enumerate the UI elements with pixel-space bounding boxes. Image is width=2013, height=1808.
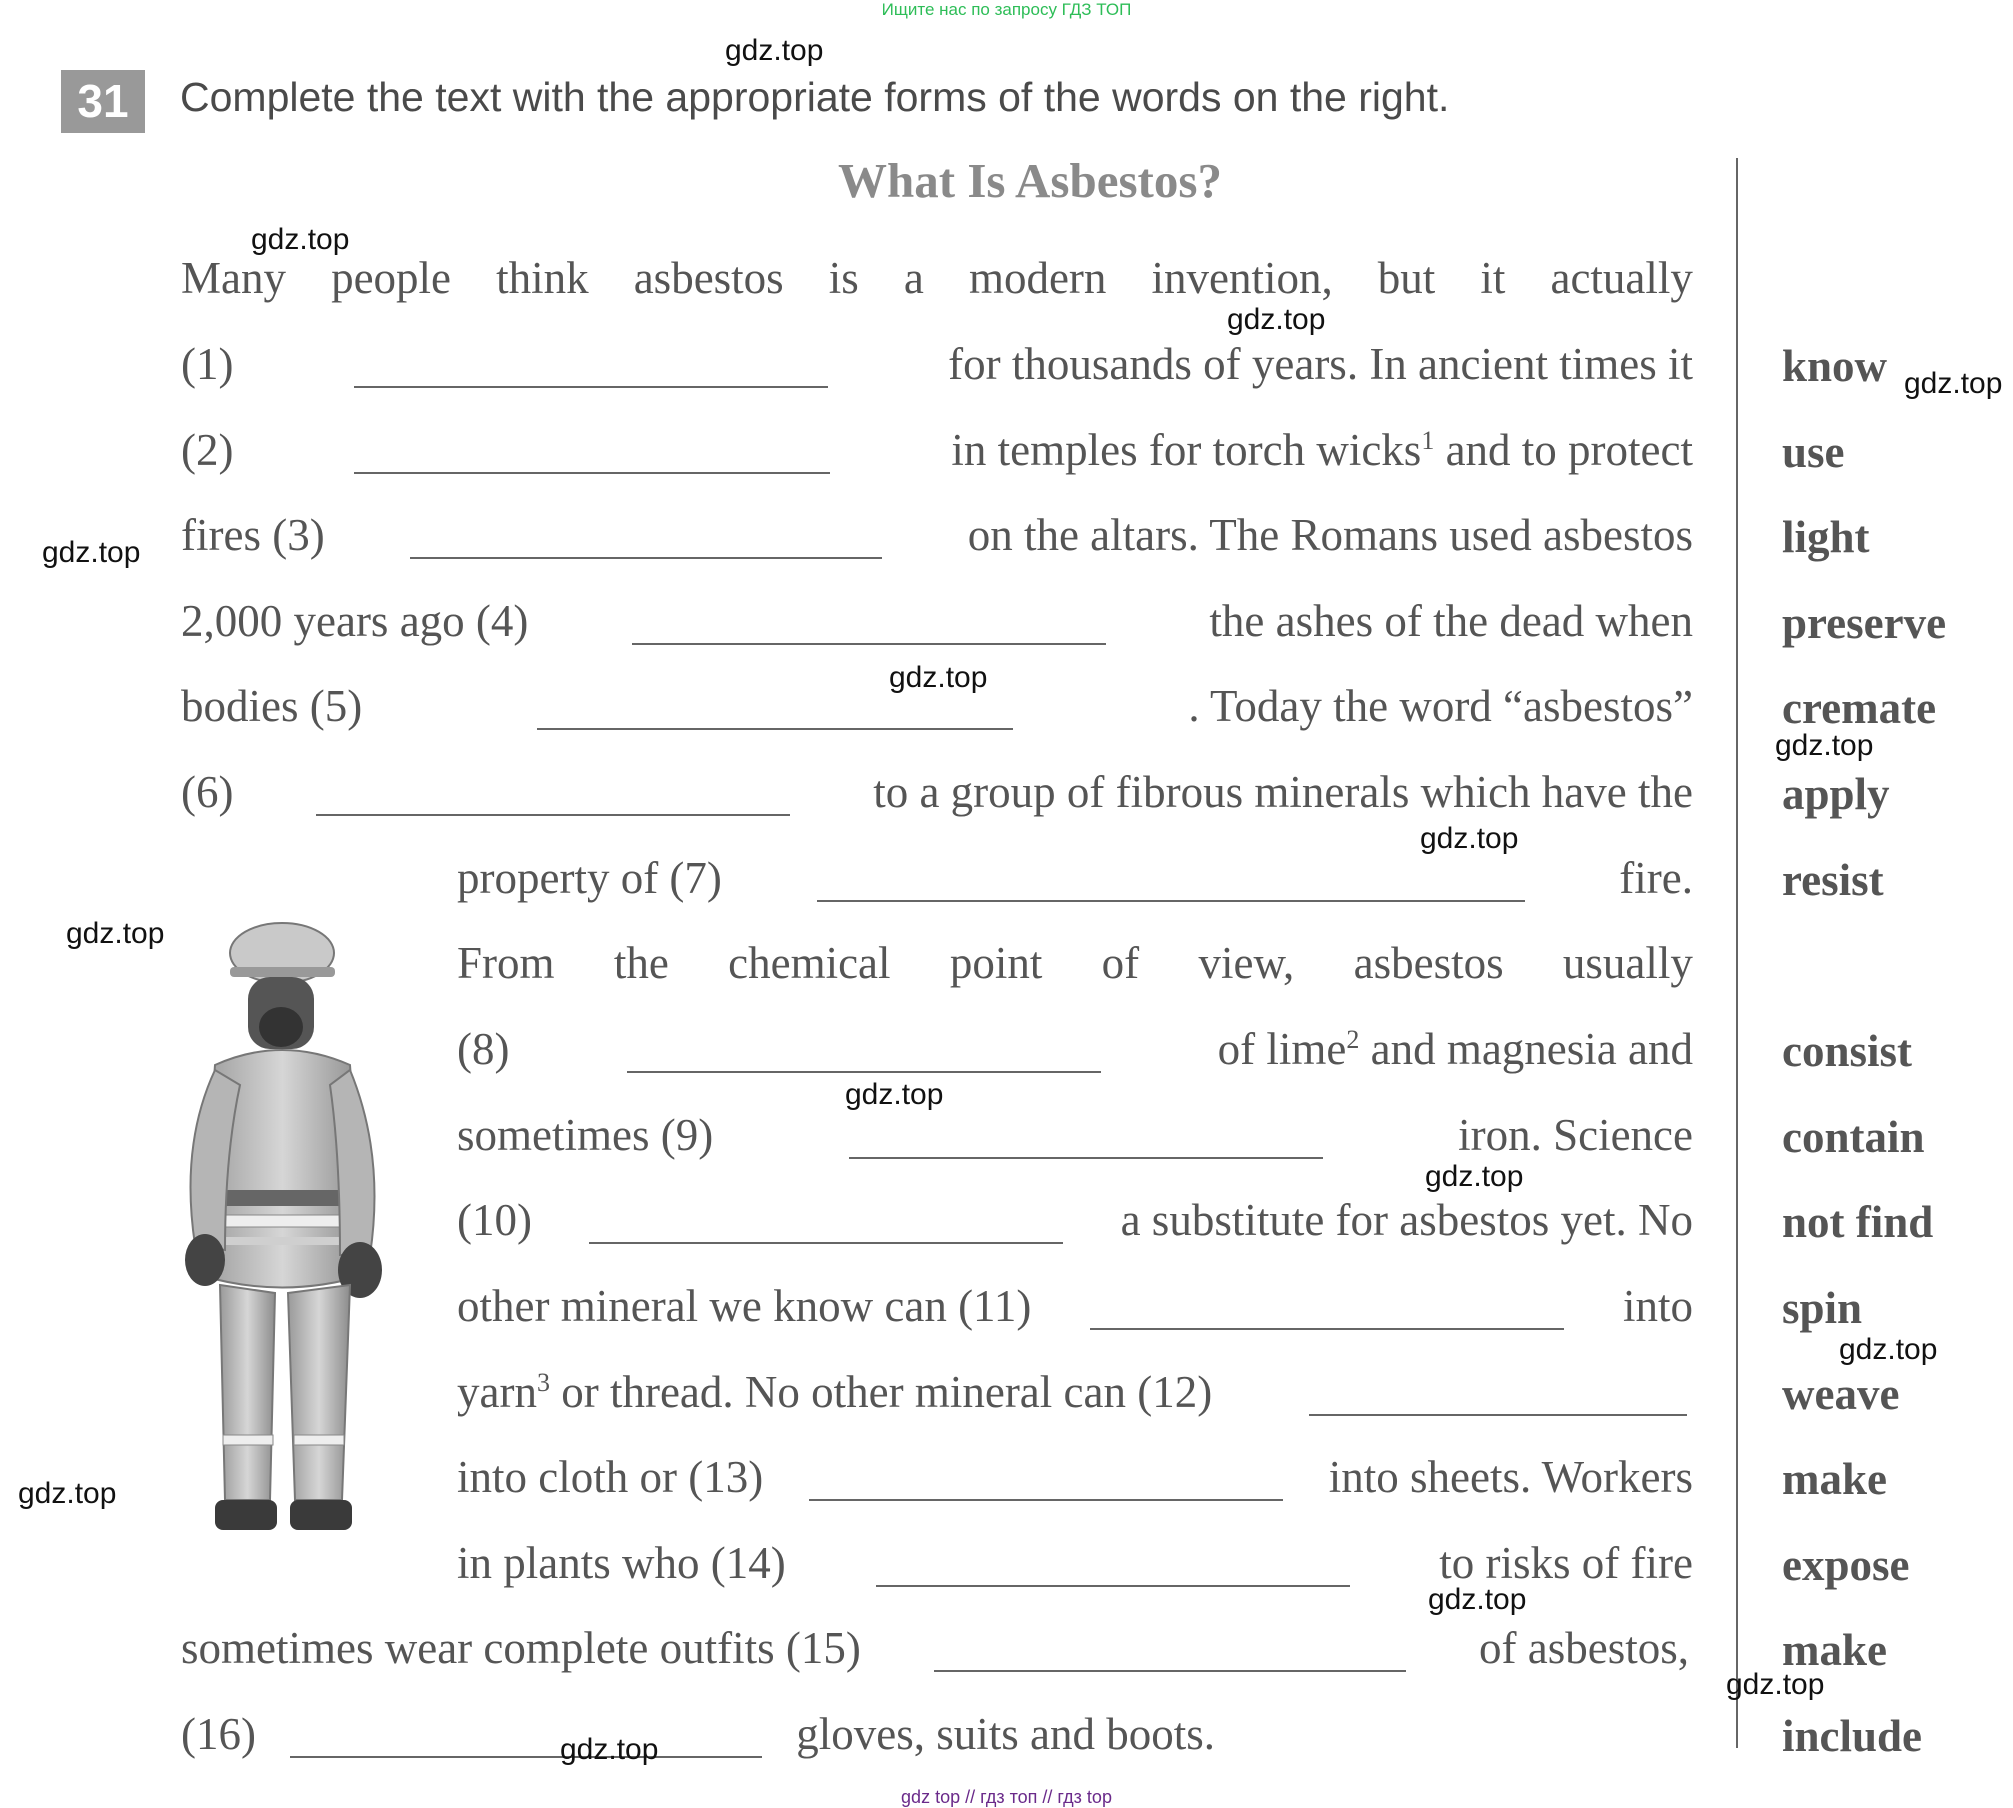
word-12: weave [1782,1369,1900,1419]
answer-blank-4[interactable] [632,643,1106,645]
answer-blank-5[interactable] [537,728,1013,730]
watermark: gdz.top [845,1078,944,1111]
answer-blank-12[interactable] [1309,1414,1687,1416]
answer-blank-6[interactable] [316,814,790,816]
text-line-8: From the chemical point of view, asbestos usually [457,938,1693,988]
word-16: include [1782,1711,1923,1761]
text-line-7: property of (7) fire. [457,853,1693,903]
word-2: use [1782,427,1845,477]
watermark: gdz.top [1839,1333,1938,1366]
word-10: not find [1782,1197,1934,1247]
text-line-16: sometimes wear complete outfits (15) of asbestos, [181,1623,1689,1673]
watermark: gdz.top [18,1477,117,1510]
search-hint: Ищите нас по запросу ГДЗ ТОП [881,0,1132,19]
answer-blank-11[interactable] [1090,1328,1564,1330]
word-7: resist [1782,855,1884,905]
word-13: make [1782,1454,1887,1504]
word-14: expose [1782,1540,1910,1590]
watermark: gdz.top [66,917,165,950]
answer-blank-1[interactable] [354,386,828,388]
text-title: What Is Asbestos? [838,153,1222,208]
word-4: preserve [1782,598,1947,648]
word-1: know [1782,341,1888,391]
column-divider [1736,158,1738,1748]
word-5: cremate [1782,683,1937,733]
exercise-number: 31 [61,70,145,133]
watermark: gdz.top [1428,1583,1527,1616]
footer-note: gdz top // гдз топ // гдз top [901,1787,1112,1807]
answer-blank-3[interactable] [410,557,882,559]
answer-blank-10[interactable] [589,1242,1063,1244]
text-line-2: (2) in temples for torch wicks$^1$ and to protect [181,425,1693,475]
text-line-0: Many people think asbestos is a modern invention, but it actually [181,253,1693,303]
answer-blank-8[interactable] [627,1071,1101,1073]
watermark: gdz.top [42,536,141,569]
word-15: make [1782,1625,1887,1675]
answer-blank-15[interactable] [934,1670,1406,1672]
text-line-11: (10) a substitute for asbestos yet. No [457,1195,1693,1245]
watermark: gdz.top [889,661,988,694]
watermark: gdz.top [725,34,824,67]
text-line-5: bodies (5) . Today the word “asbestos” [181,681,1693,731]
watermark: gdz.top [1775,729,1874,762]
word-3: light [1782,512,1870,562]
answer-blank-2[interactable] [354,472,830,474]
answer-blank-16[interactable] [290,1756,762,1758]
text-line-9: (8) of lime$^2$ and magnesia and [457,1024,1693,1074]
watermark: gdz.top [1425,1160,1524,1193]
answer-blank-13[interactable] [809,1499,1283,1501]
text-line-4: 2,000 years ago (4) the ashes of the dead when [181,596,1693,646]
answer-blank-9[interactable] [849,1157,1323,1159]
watermark: gdz.top [1227,303,1326,336]
text-line-10: sometimes (9) iron. Science [457,1110,1693,1160]
word-6: apply [1782,769,1890,819]
text-line-14: into cloth or (13) into sheets. Workers [457,1452,1693,1502]
text-line-15: in plants who (14) to risks of fire [457,1538,1693,1588]
watermark: gdz.top [560,1733,659,1766]
word-9: contain [1782,1112,1925,1162]
watermark: gdz.top [1420,822,1519,855]
word-8: consist [1782,1026,1913,1076]
watermark: gdz.top [1904,367,2003,400]
watermark: gdz.top [1726,1668,1825,1701]
text-line-1: (1) for thousands of years. In ancient times it [181,339,1693,389]
text-line-13: yarn$^3$ or thread. No other mineral can (12) [457,1366,1693,1428]
text-line-3: fires (3) on the altars. The Romans used asbestos [181,510,1693,560]
answer-blank-14[interactable] [876,1585,1350,1587]
word-11: spin [1782,1283,1863,1333]
text-line-17: (16) gloves, suits and boots. [181,1709,1215,1759]
instruction: Complete the text with the appropriate forms of the words on the right. [180,74,1450,120]
firefighter-illustration [170,915,395,1540]
text-line-12: other mineral we know can (11) into [457,1281,1693,1331]
text-line-6: (6) to a group of fibrous minerals which have the [181,767,1693,817]
watermark: gdz.top [251,223,350,256]
answer-blank-7[interactable] [817,900,1525,902]
